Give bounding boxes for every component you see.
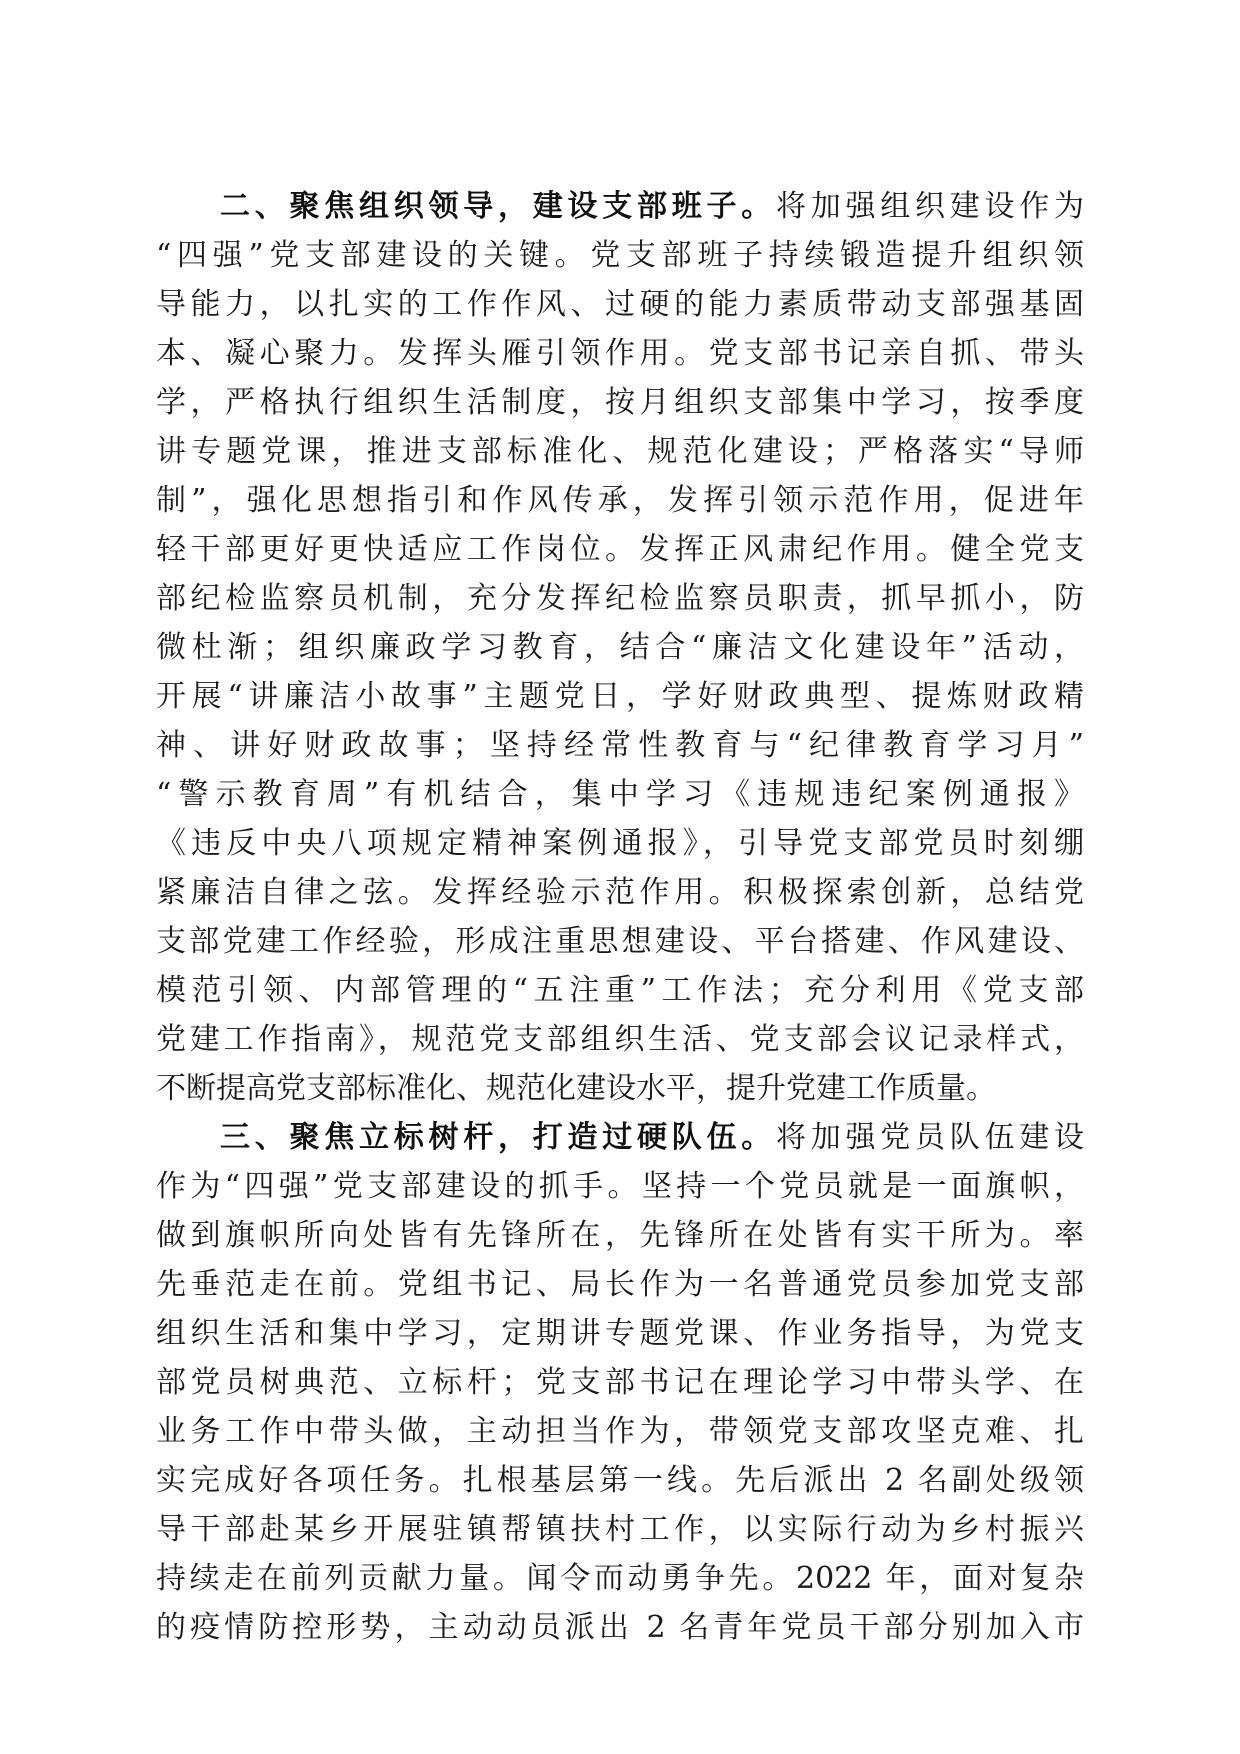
section-3-heading: 三、聚焦立标树杆，打造过硬队伍。 [220, 1120, 776, 1155]
section-3-line: 先垂范走在前。党组书记、局长作为一名普通党员参加党支部 [156, 1267, 1084, 1302]
section-2-line: 微杜渐；组织廉政学习教育，结合“廉洁文化建设年”活动， [156, 630, 1084, 665]
section-2-line: 模范引领、内部管理的“五注重”工作法；充分利用《党支部 [156, 973, 1084, 1008]
section-3-line: 的疫情防控形势，主动动员派出 2 名青年党员干部分别加入市 [156, 1610, 1084, 1645]
section-2-line: 紧廉洁自律之弦。发挥经验示范作用。积极探索创新，总结党 [156, 875, 1084, 910]
paragraph-section-3-line-1 [156, 1113, 1084, 1162]
section-3-line: 实完成好各项任务。扎根基层第一线。先后派出 2 名副处级领 [156, 1463, 1084, 1498]
section-3-line: 组织生活和集中学习，定期讲专题党课、作业务指导，为党支 [156, 1316, 1084, 1351]
section-3-line: 导干部赴某乡开展驻镇帮镇扶村工作，以实际行动为乡村振兴 [156, 1512, 1084, 1547]
section-2-line: 本、凝心聚力。发挥头雁引领作用。党支部书记亲自抓、带头 [156, 336, 1084, 371]
paragraph-section-2-line-1 [156, 182, 1084, 231]
section-2-line: “警示教育周”有机结合，集中学习《违规违纪案例通报》 [156, 777, 1084, 812]
section-3-line: 部党员树典范、立标杆；党支部书记在理论学习中带头学、在 [156, 1365, 1084, 1400]
section-3-line: 持续走在前列贡献力量。闻令而动勇争先。2022 年，面对复杂 [156, 1561, 1084, 1596]
section-2-line: 讲专题党课，推进支部标准化、规范化建设；严格落实“导师 [156, 434, 1084, 469]
section-2-line: 不断提高党支部标准化、规范化建设水平，提升党建工作质量。 [156, 1071, 996, 1106]
section-2-heading: 二、聚焦组织领导，建设支部班子。 [220, 189, 776, 224]
section-2-line: “四强”党支部建设的关键。党支部班子持续锻造提升组织领 [156, 238, 1084, 273]
section-3-line: 作为“四强”党支部建设的抓手。坚持一个党员就是一面旗帜， [156, 1169, 1084, 1204]
section-2-line: 制”，强化思想指引和作风传承，发挥引领示范作用，促进年 [156, 483, 1084, 518]
section-2-line: 党建工作指南》，规范党支部组织生活、党支部会议记录样式， [156, 1022, 1084, 1057]
section-2-line: 轻干部更好更快适应工作岗位。发挥正风肃纪作用。健全党支 [156, 532, 1084, 567]
document-body [156, 182, 1084, 1652]
section-2-line: 神、讲好财政故事；坚持经常性教育与“纪律教育学习月” [156, 728, 1084, 763]
section-3-line: 做到旗帜所向处皆有先锋所在，先锋所在处皆有实干所为。率 [156, 1218, 1084, 1253]
section-2-line: 导能力，以扎实的工作作风、过硬的能力素质带动支部强基固 [156, 287, 1084, 322]
section-2-line: 《违反中央八项规定精神案例通报》，引导党支部党员时刻绷 [156, 826, 1084, 861]
section-3-line: 业务工作中带头做，主动担当作为，带领党支部攻坚克难、扎 [156, 1414, 1084, 1449]
section-2-line: 将加强组织建设作为 [776, 189, 1084, 224]
section-2-line: 学，严格执行组织生活制度，按月组织支部集中学习，按季度 [156, 385, 1084, 420]
section-3-line: 将加强党员队伍建设 [776, 1120, 1084, 1155]
section-2-line: 部纪检监察员机制，充分发挥纪检监察员职责，抓早抓小，防 [156, 581, 1084, 616]
section-2-line: 开展“讲廉洁小故事”主题党日，学好财政典型、提炼财政精 [156, 679, 1084, 714]
section-2-line: 支部党建工作经验，形成注重思想建设、平台搭建、作风建设、 [156, 924, 1084, 959]
